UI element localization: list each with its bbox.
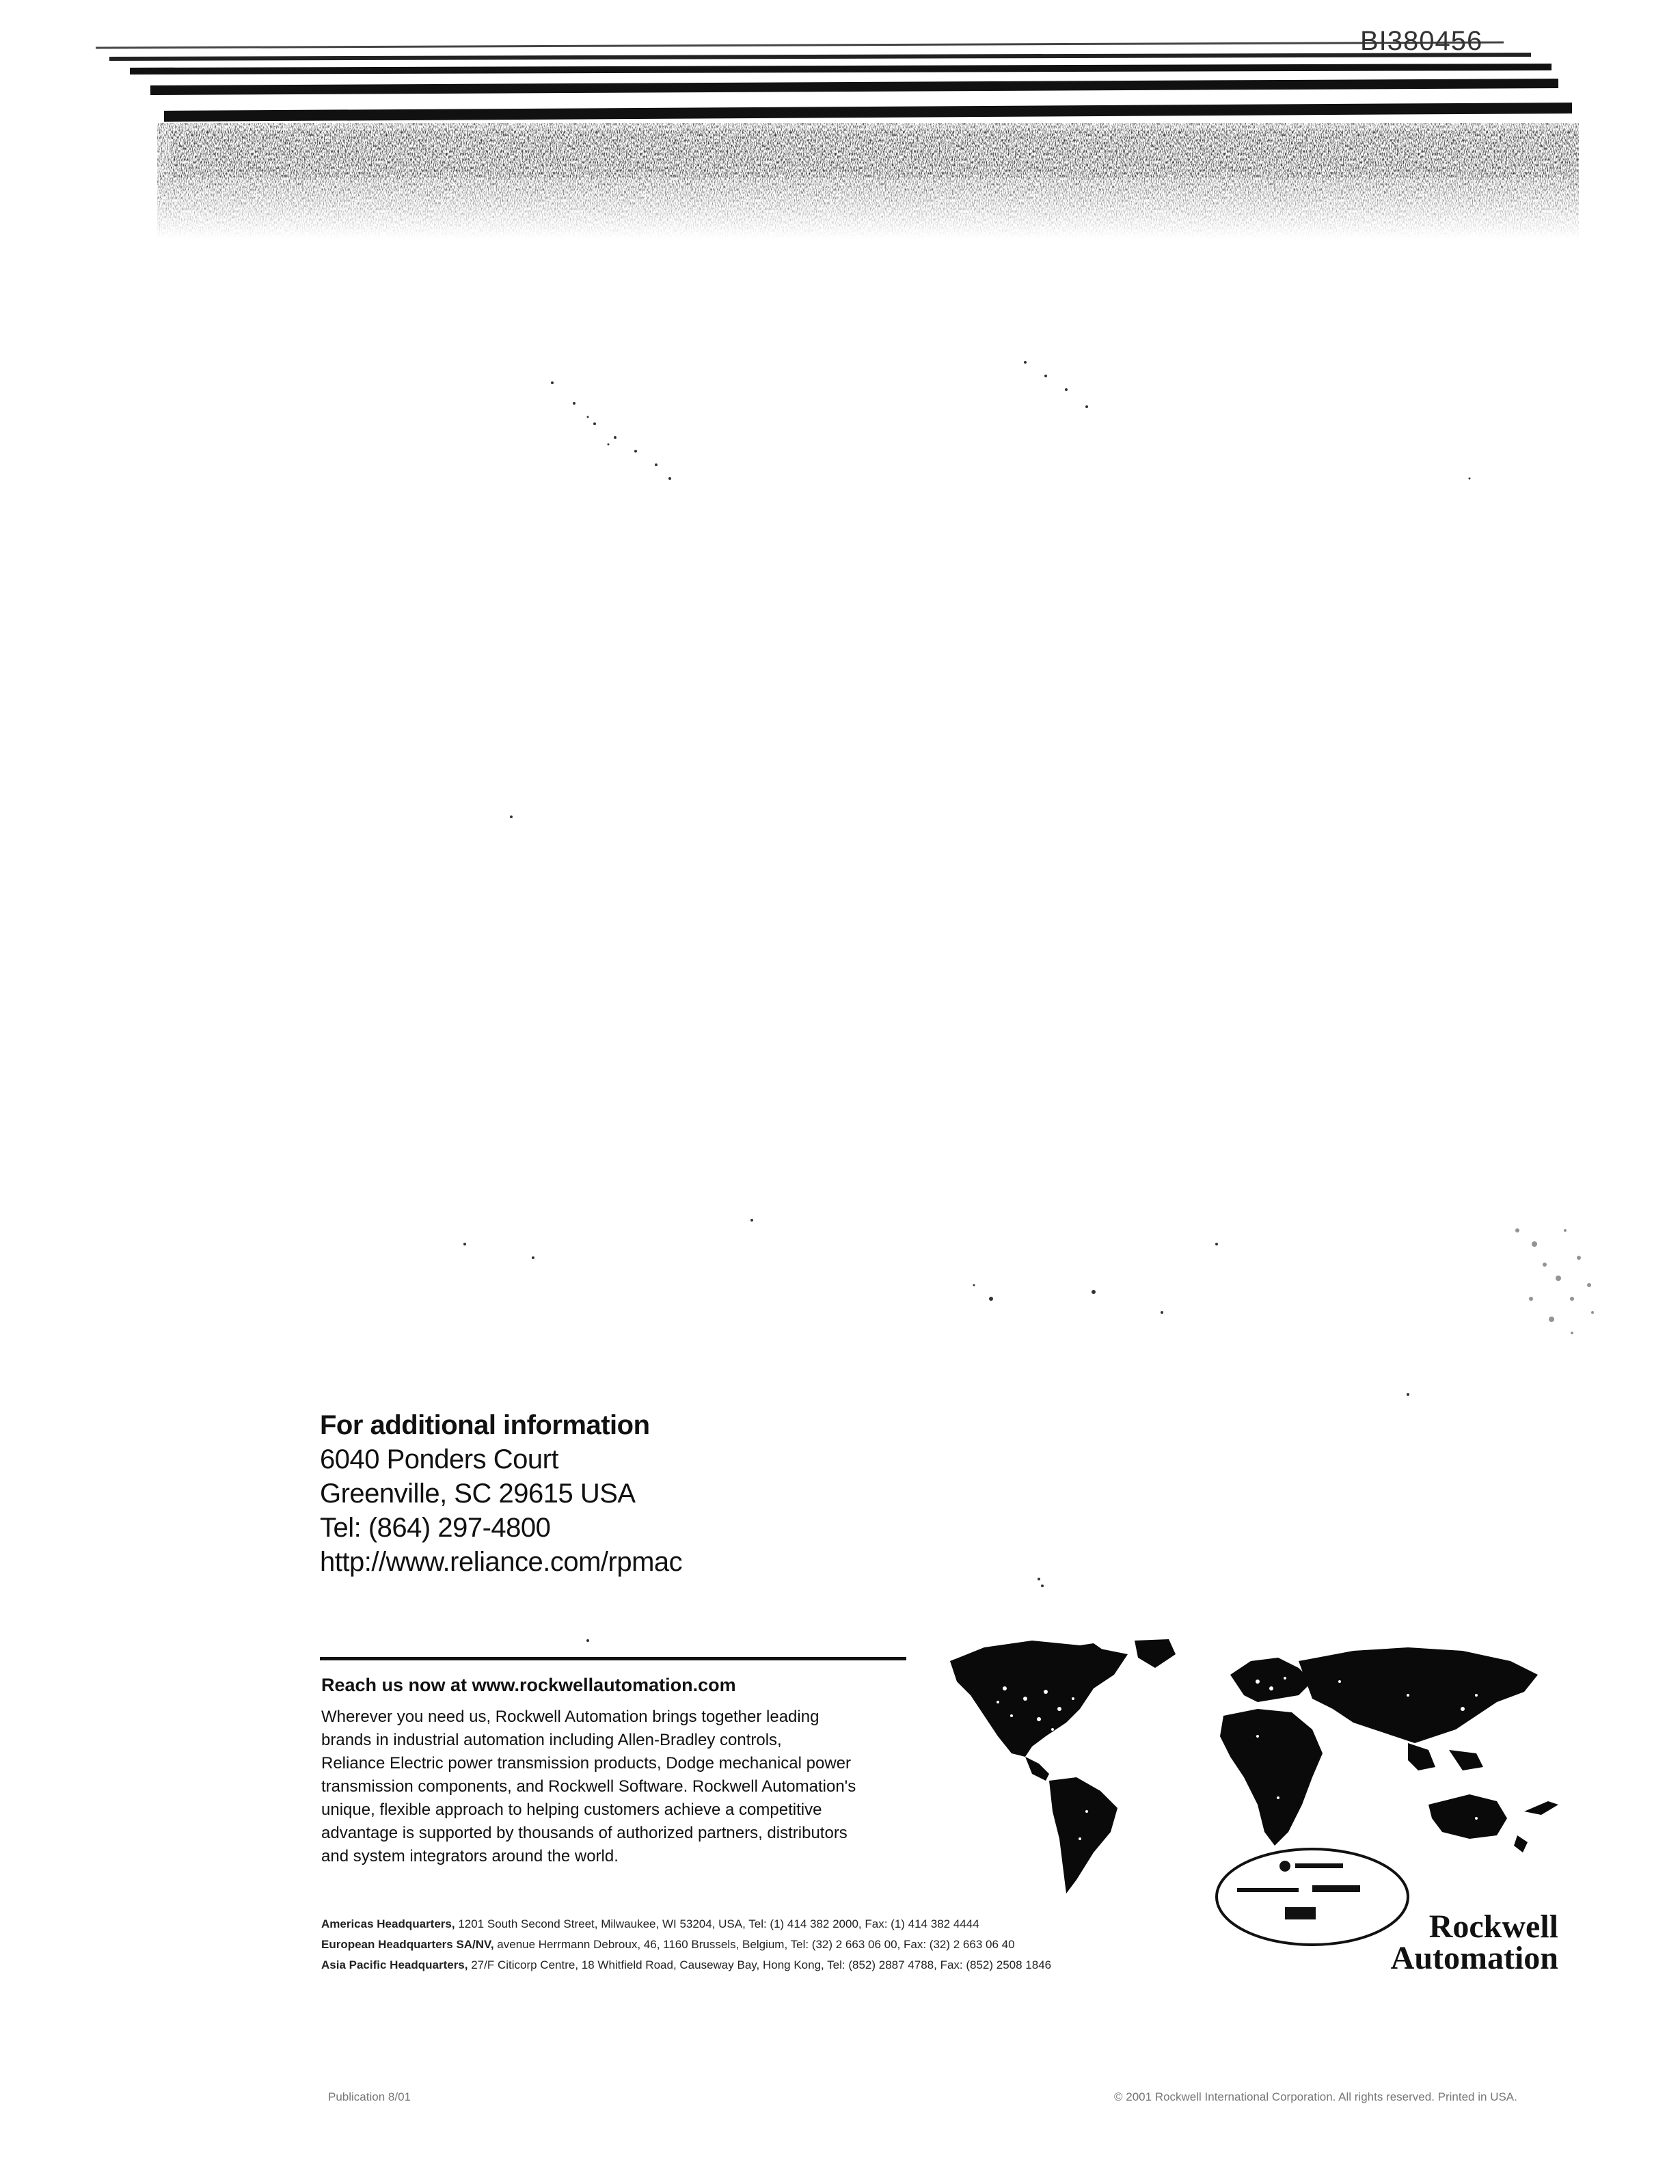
publication-number: Publication 8/01 (328, 2090, 411, 2103)
hq-americas (321, 1914, 1223, 1934)
hq-text: avenue Herrmann Debroux, 46, 1160 Brussels, Belgium, Tel: (32) 2 663 06 00, Fax: (32) 2 663 06 40 (493, 1938, 1015, 1951)
headquarters-list (321, 1914, 1223, 1976)
address-line-2: Greenville, SC 29615 USA (320, 1479, 636, 1509)
rockwell-automation-logo (1340, 1911, 1558, 1974)
document-id: BI380456 (1360, 26, 1483, 56)
reach-paragraph (321, 1706, 916, 1868)
reach-line: and system integrators around the world. (321, 1847, 619, 1865)
reach-line: Reliance Electric power transmission products, Dodge mechanical power (321, 1754, 852, 1772)
reach-line: transmission components, and Rockwell Software. Rockwell Automation's (321, 1777, 856, 1796)
hq-text: 27/F Citicorp Centre, 18 Whitfield Road, Causeway Bay, Hong Kong, Tel: (852) 2887 4788, Fax: (852) 2508 1846 (468, 1958, 1052, 1971)
hq-label: European Headquarters SA/NV, (321, 1938, 494, 1951)
reach-line: Wherever you need us, Rockwell Automation brings together leading (321, 1708, 819, 1726)
website-link[interactable]: http://www.reliance.com/rpmac (320, 1547, 683, 1577)
reach-line: unique, flexible approach to helping customers achieve a competitive (321, 1801, 822, 1819)
brand-name-line-2: Automation (1390, 1940, 1558, 1976)
hq-europe (321, 1934, 1223, 1955)
hq-text: 1201 South Second Street, Milwaukee, WI 53204, USA, Tel: (1) 414 382 2000, Fax: (1) 414 382 4444 (455, 1917, 979, 1930)
contact-heading: For additional information (320, 1410, 650, 1440)
hq-label: Asia Pacific Headquarters, (321, 1958, 468, 1971)
reach-line: advantage is supported by thousands of authorized partners, distributors (321, 1824, 848, 1842)
reach-line: brands in industrial automation including Allen-Bradley controls, (321, 1731, 782, 1749)
address-line-1: 6040 Ponders Court (320, 1444, 559, 1474)
allen-bradley-icon (1279, 1861, 1290, 1872)
reach-heading: Reach us now at www.rockwellautomation.com (321, 1675, 736, 1695)
copyright-notice: © 2001 Rockwell International Corporation. All rights reserved. Printed in USA. (1114, 2090, 1517, 2103)
streak-lines (96, 42, 1572, 116)
phone-number: Tel: (864) 297-4800 (320, 1513, 551, 1543)
contact-info (320, 1408, 682, 1579)
scan-artifact-band (82, 27, 1599, 246)
hq-label: Americas Headquarters, (321, 1917, 455, 1930)
hq-asia-pacific (321, 1955, 1223, 1976)
divider-rule (320, 1657, 906, 1660)
brand-name-line-1: Rockwell (1428, 1909, 1558, 1945)
